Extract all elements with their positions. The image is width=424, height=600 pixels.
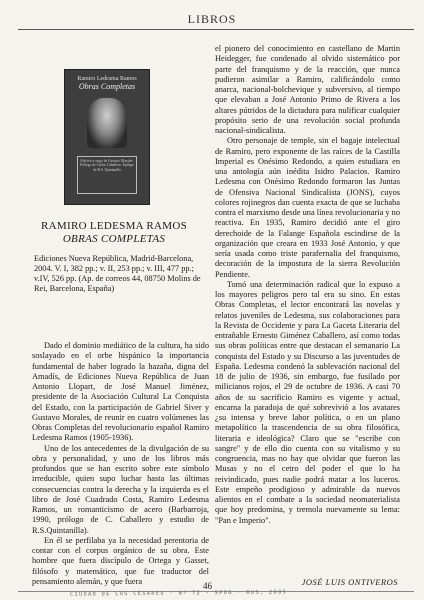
paragraph: Otro personaje de temple, sin el bagaje intelectual de Ramiro, pero exponente de las raíces de la Castilla Imperial es Onésimo Redondo, a quien estudiara en una antología aún inédita Isidro Palacios. Ramiro Ledesma con Onésimo Redondo formaron las Juntas de Ofensiva Nacional Sindicalista (JONS), cuyos colores rojinegros dan cuenta exacta de que se luchaba contra el marxismo desde una línea revolucionaria y no reactiva. En 1935, Ramiro decidió ante el giro derechoide de la Falange Española escindirse de la organización que creara en 1933 José Antonio, y que sería usada como triste parafernalia del franquismo, decoración de la impostura de la sierra Revolución Pendiente. <box>215 136 400 279</box>
book-cover-image <box>64 69 150 205</box>
left-column <box>32 341 209 587</box>
handwritten-source-note: CIUDAD DE LOS CÉSARES · Nº 72 · SPOG · RUS, 2005 <box>69 589 288 598</box>
page-number: 46 <box>203 581 212 591</box>
header-rule <box>18 29 414 30</box>
author-signature: JOSÉ LUIS ONTIVEROS <box>301 577 398 587</box>
cover-title: Obras Completas <box>78 81 136 91</box>
paragraph: Tomó una determinación radical que lo expuso a los mayores peligros pero tal era su sino. En estas Obras Completas, el lector encontrará las novelas y relatos juveniles de Ledesma, sus colaboraciones para la Revista de Occidente y para La Gaceta Literaria del entrañable Ernesto Giménez Caballero, así como todas sus obras políticas entre que destacan el semanario La conquista del Estado y su Discurso a las juventudes de España. Ledesma condenó la sublevación nacional del 18 de julio de 1936, sin embargo, fue fusilado por milicianos rojos, el 29 de octubre de 1936. A casi 70 años de su sacrificio Ramiro es vigente y actual, encarna la paradoja de qué sobrevivió a los avatares ¿su intensa y breve labor política, o en un plano metapolítico la trascendencia de su obra filosófica, literaria e ideológica? Claro que se "escribe con sangre" y de ello dio cuenta con su vitalismo y su congruencia, mas no hay que olvidar que fueron las Musas y no el cetro del poder el que lo ha reivindicado, pues nadie podrá matar a los luceros. Este empeño prodigioso y admirable da nuevos alientos en el combate a la sociedad neomaterialista que hoy predomina, y tremola nuevamente su lema: "Pan e Imperio". <box>215 279 400 525</box>
right-column <box>215 44 400 526</box>
review-title <box>24 220 204 245</box>
cover-portrait <box>87 98 127 148</box>
cover-info-box: Edición a cargo de Gustavo Morales. Prólogo de Carlos Caballero. Epílogo de R.S. Quintanilla <box>77 156 137 194</box>
cover-top-text <box>71 76 143 91</box>
paragraph: Uno de los antecedentes de la divulgación de su obra y personalidad, y uno de los libros más profundos que se han escrito sobre este símbolo irreducible, quien supo luchar hasta las últimas consecuencias contra la derecha y la izquierda es el libro de José Cuadrado Costa, Ramiro Ledesma Ramos, un romanticismo de acero (Barbarroja, 1990, prólogo de C. Caballero y estudio de R.S.Quintanilla). <box>32 443 209 535</box>
review-title-sub: OBRAS COMPLETAS <box>62 232 166 245</box>
paragraph: el pionero del conocimiento en castellano de Martin Heidegger, fue condenado al olvido sistemático por parte del franquismo y de la reacción, que nunca pudieron asimilar a Ramiro, calificándolo como anarca, nacional-bolchevique y subversivo, al tiempo que elevaban a José Antonio Primo de Rivera a los altares pútridos de la dictadura para nulificar cualquier propósito serio de una revolución social profunda nacional-sindicalista. <box>215 44 400 135</box>
paragraph: Dado el dominio mediático de la cultura, ha sido soslayado en el orbe hispánico la importancia fundamental de haber logrado la hazaña, digna del Amadís, de Ediciones Nueva República de Juan Antonio Llopart, de José Manuel Jiménez, presidente de la Asociación Cultural La Conquista del Estado, con la participación de Gabriel Siver y Gustavo Morales, de reunir en cuatro volúmenes las Obras Completas del revolucionario español Ramiro Ledesma Ramos (1905-1936). <box>32 341 209 443</box>
publication-details: Ediciones Nueva República, Madrid-Barcelona, 2004. V. I, 382 pp.; v. II, 253 pp.; v. III, 477 pp.; v.IV, 526 pp. (Ap. de correos 44, 08750 Molins de Rei, Barcelona, España) <box>34 254 201 294</box>
running-head: LIBROS <box>187 12 237 26</box>
paragraph: En él se perfilaba ya la necesidad perentoria de contar con el corpus orgánico de su obra. Este hombre que fuera discípulo de Ortega y Gasset, filósofo y matemático, que fue traductor del pensamiento alemán, y que fuera <box>32 535 209 586</box>
cover-author: Ramiro Ledesma Ramos <box>77 76 137 82</box>
review-title-main: RAMIRO LEDESMA RAMOS <box>41 220 187 232</box>
